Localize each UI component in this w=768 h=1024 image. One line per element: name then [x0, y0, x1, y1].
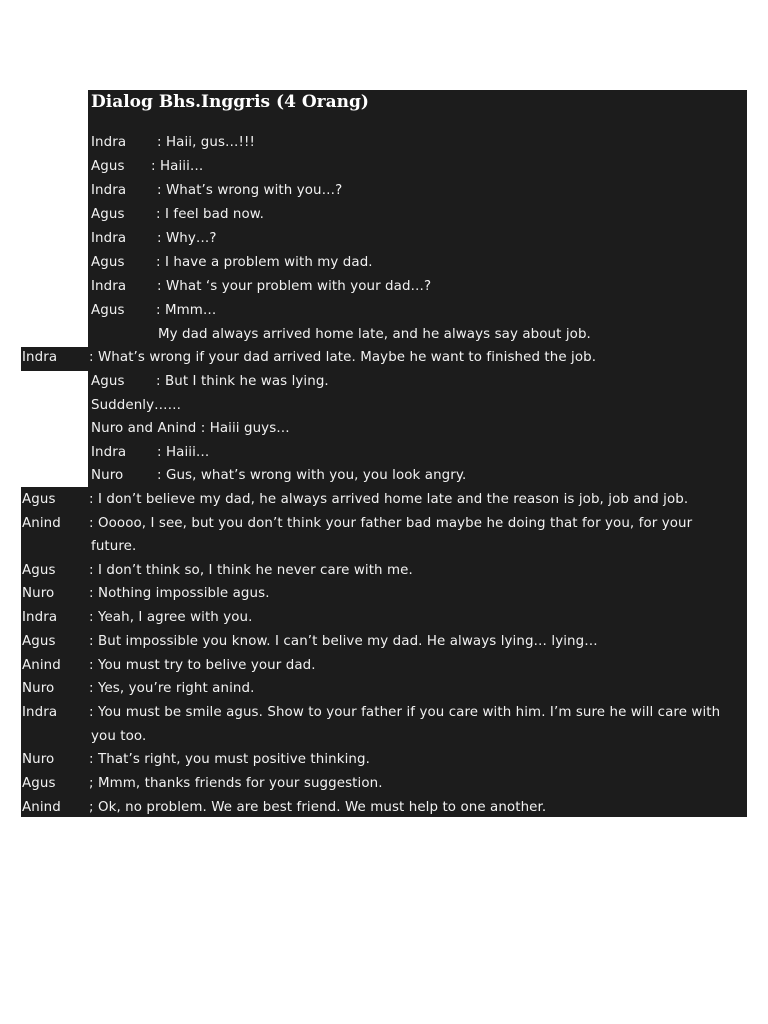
dialog-line: : What’s wrong with you…? [157, 183, 343, 198]
dialog-line: : You must be smile agus. Show to your father if you care with him. I’m sure he will care with [89, 705, 721, 720]
speaker-name: Agus [22, 492, 56, 507]
speaker-name: Agus [91, 207, 125, 222]
speaker-name: Anind [22, 800, 61, 815]
speaker-name: Agus [91, 303, 125, 318]
speaker-name: Indra [22, 610, 58, 625]
speaker-name: Indra [91, 183, 127, 198]
dialog-line: : I don’t believe my dad, he always arrived home late and the reason is job, job and job. [89, 492, 689, 507]
dialog-line: : Mmm… [156, 303, 217, 318]
dialog-line: My dad always arrived home late, and he always say about job. [158, 327, 591, 342]
dialog-line: : What ‘s your problem with your dad…? [157, 279, 432, 294]
dialog-line: : That’s right, you must positive thinking. [89, 752, 370, 767]
dialog-line: ; Mmm, thanks friends for your suggestion. [89, 776, 383, 791]
dialog-line: : Ooooo, I see, but you don’t think your father bad maybe he doing that for you, for your [89, 516, 693, 531]
dialog-line: : Nothing impossible agus. [89, 586, 270, 601]
dialog-line: : I have a problem with my dad. [156, 255, 373, 270]
dialog-line: : But I think he was lying. [156, 374, 329, 389]
speaker-name: Indra [22, 705, 58, 720]
speaker-name: Anind [22, 516, 61, 531]
speaker-name: Anind [22, 658, 61, 673]
speaker-name: Indra [91, 445, 127, 460]
speaker-name: Nuro [91, 468, 124, 483]
dialog-line: : But impossible you know. I can’t belive my dad. He always lying… lying… [89, 634, 598, 649]
speaker-name: Agus [91, 374, 125, 389]
dialog-line: ; Ok, no problem. We are best friend. We must help to one another. [89, 800, 547, 815]
speaker-name: Indra [22, 350, 58, 365]
speaker-name: Nuro [22, 681, 55, 696]
dialog-line: : Yeah, I agree with you. [89, 610, 253, 625]
dialog-line: future. [91, 539, 137, 554]
speaker-name: Agus [22, 563, 56, 578]
dialog-line: you too. [91, 729, 147, 744]
dialog-line: : Haiii… [151, 159, 204, 174]
speaker-name: Indra [91, 231, 127, 246]
speaker-name: Nuro [22, 752, 55, 767]
dialog-line: : Haii, gus…!!! [157, 135, 255, 150]
dialog-line: : Why…? [157, 231, 217, 246]
dialog-line: Suddenly…… [91, 398, 182, 413]
speaker-name: Nuro [22, 586, 55, 601]
speaker-name: Agus [91, 255, 125, 270]
speaker-name: Indra [91, 279, 127, 294]
speaker-name: Indra [91, 135, 127, 150]
dialog-line: : What’s wrong if your dad arrived late. Maybe he want to finished the job. [89, 350, 597, 365]
dialog-line: : You must try to belive your dad. [89, 658, 316, 673]
dialog-line: Nuro and Anind : Haiii guys… [91, 421, 290, 436]
speaker-name: Agus [22, 634, 56, 649]
dialog-line: : Gus, what’s wrong with you, you look angry. [157, 468, 467, 483]
speaker-name: Agus [91, 159, 125, 174]
document-title: Dialog Bhs.Inggris (4 Orang) [91, 92, 369, 112]
dialog-line: : I don’t think so, I think he never care with me. [89, 563, 413, 578]
speaker-name: Agus [22, 776, 56, 791]
dialog-line: : I feel bad now. [156, 207, 264, 222]
dialog-line: : Haiii… [157, 445, 210, 460]
dialog-line: : Yes, you’re right anind. [89, 681, 255, 696]
